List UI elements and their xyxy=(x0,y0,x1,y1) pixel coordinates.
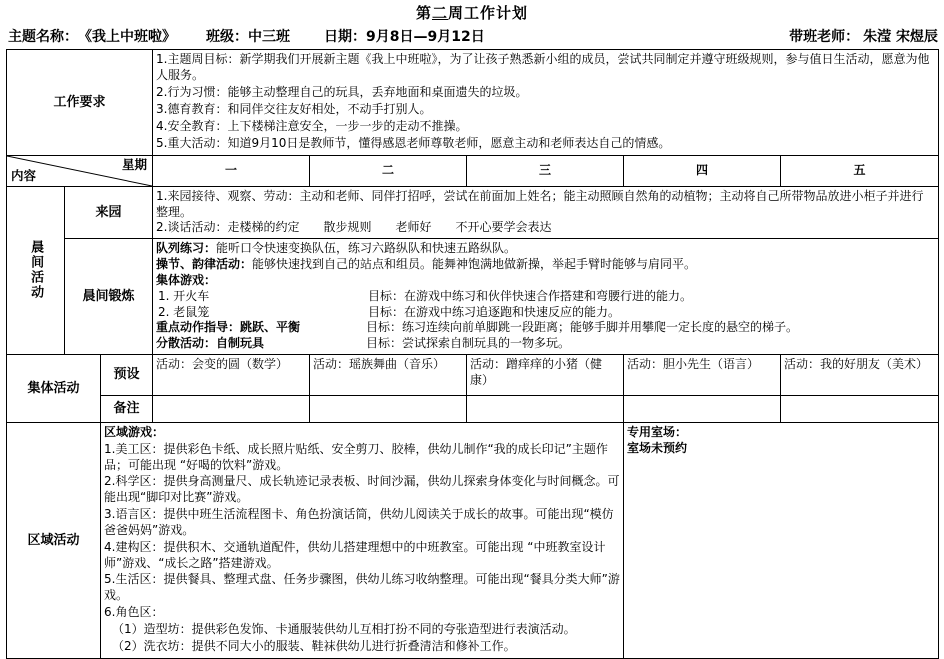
work-requirement-content xyxy=(153,50,939,156)
arrival-item: 2.谈话活动：走楼梯的约定 散步规则 老师好 不开心要学会表达 xyxy=(156,220,552,235)
zone-item: 5.生活区：提供餐具、整理式盘、任务步骤图，供幼儿练习收纳整理。可能出现“餐具分类大师”游戏。 xyxy=(104,572,620,603)
work-req-item: 5.重大活动：知道9月10日是教师节，懂得感恩老师尊敬老师，愿意主动和老师表达自己的情感。 xyxy=(156,135,671,150)
table-row-arrival xyxy=(7,186,939,238)
preset-item-mon: 活动：会变的圆（数学） xyxy=(153,355,310,396)
goal-label: 目标： xyxy=(368,304,405,319)
table-row-morning-exercise xyxy=(7,239,939,355)
group-game-goal xyxy=(368,289,935,305)
work-req-item: 1.主题周目标：新学期我们开展新主题《我上中班啦》，为了让孩子熟悉新小组的成员，尝试共同制定并遵守班级规则，参与值日生活动，愿意为他人服务。 xyxy=(156,52,930,82)
remark-item-mon xyxy=(153,396,310,423)
goal-label: 目标： xyxy=(366,336,403,351)
work-requirement-label: 工作要求 xyxy=(7,50,153,156)
group-games-title: 集体游戏： xyxy=(156,272,217,287)
special-venue-cell xyxy=(624,423,939,659)
table-row-collective-preset xyxy=(7,355,939,396)
remark-item-wed xyxy=(467,396,624,423)
plan-table xyxy=(6,49,939,659)
title-prefix: 第 xyxy=(415,4,432,22)
work-req-item: 4.安全教育：上下楼梯注意安全，一步一步的走动不推操。 xyxy=(156,118,468,133)
exercise-line-title: 队列练习： xyxy=(156,241,217,256)
key-action-name: 重点动作指导：跳跃、平衡 xyxy=(156,320,301,335)
exercise-line xyxy=(156,257,935,273)
title-suffix: 周工作计划 xyxy=(448,4,529,22)
morning-activity-label-text: 晨间活动 xyxy=(28,240,44,301)
teacher-label: 带班老师： xyxy=(789,29,860,45)
preset-label: 预设 xyxy=(101,355,153,396)
theme-label: 主题名称： xyxy=(8,29,78,45)
teacher-value: 朱滢 宋煜辰 xyxy=(863,29,938,45)
date-value: 9月8日—9月12日 xyxy=(366,29,485,45)
weekday-thu: 四 xyxy=(624,155,781,186)
zone-title: 区域游戏： xyxy=(104,425,165,439)
content-header-label: 内容 xyxy=(11,168,37,184)
arrival-content xyxy=(153,186,939,238)
free-activity-name: 分散活动：自制玩具 xyxy=(156,336,265,351)
exercise-line-text: 能够快速找到自己的站点和组员。能舞神饱满地做新操，举起手臂时能够与肩同平。 xyxy=(252,257,697,272)
exercise-line xyxy=(156,241,935,257)
free-activity-goal xyxy=(366,336,935,352)
key-action-row xyxy=(156,320,935,336)
exercise-line-title: 操节、韵律活动： xyxy=(156,257,253,272)
morning-exercise-label: 晨间锻炼 xyxy=(65,239,153,355)
arrival-item: 1.来园接待、观察、劳动：主动和老师、同伴打招呼，尝试在前面加上姓名；能主动照顾自然角的动植物；主动将自己所带物品放进小柜子并进行整理。 xyxy=(156,188,924,219)
class-label: 班级： xyxy=(206,29,248,45)
zone-activity-label-text: 区域活动 xyxy=(27,532,80,548)
zone-item: 1.美工区：提供彩色卡纸、成长照片贴纸、安全剪刀、胶棒，供幼儿制作“我的成长印记”主题作品；可能出现 “好喝的饮料”游戏。 xyxy=(104,441,608,472)
remark-item-thu xyxy=(624,396,781,423)
content-weekday-diagonal-cell xyxy=(7,155,153,186)
group-game-name: 1. 开火车 xyxy=(158,288,210,303)
preset-item-tue: 活动：瑶族舞曲（音乐） xyxy=(310,355,467,396)
week-number: 二 xyxy=(431,4,448,22)
zone-item: 3.语言区：提供中班生活流程图卡、角色扮演话筒，供幼儿阅读关于成长的故事。可能出现“模仿爸爸妈妈”游戏。 xyxy=(104,507,614,537)
remark-item-tue xyxy=(310,396,467,423)
remark-label: 备注 xyxy=(101,396,153,423)
weekday-fri: 五 xyxy=(781,155,939,186)
special-venue-title: 专用室场： xyxy=(627,425,688,439)
table-row-zone-activity xyxy=(7,423,939,659)
weekday-wed: 三 xyxy=(467,155,624,186)
table-row-collective-remark xyxy=(7,396,939,423)
group-game-row xyxy=(156,305,935,321)
goal-text: 在游戏中练习追逐跑和快速反应的能力。 xyxy=(404,304,621,319)
zone-item: 4.建构区：提供积木、交通轨道配件，供幼儿搭建理想中的中班教室。可能出现 “中班教室设计师”游戏、“成长之路”搭建游戏。 xyxy=(104,539,606,570)
goal-text: 尝试探索自制玩具的一物多玩。 xyxy=(402,336,571,351)
work-req-item: 3.德育教育：和同伴交往友好相处，不动手打别人。 xyxy=(156,101,432,116)
goal-label: 目标： xyxy=(368,288,405,303)
free-activity-row xyxy=(156,336,935,352)
morning-activity-vertical-label xyxy=(7,186,65,354)
meta-row xyxy=(6,24,938,46)
table-row-work-requirements xyxy=(7,50,939,156)
work-req-item: 2.行为习惯：能够主动整理自己的玩具，丢弃地面和桌面遗失的垃圾。 xyxy=(156,84,528,99)
page-title xyxy=(6,4,938,24)
group-game-goal xyxy=(368,305,935,321)
goal-text: 在游戏中练习和伙伴快速合作搭建和弯腰行进的能力。 xyxy=(404,288,693,303)
morning-exercise-content xyxy=(153,239,939,355)
role-sub-item: （2）洗衣坊：提供不同大小的服装、鞋袜供幼儿进行折叠清洁和修补工作。 xyxy=(112,638,516,653)
weekday-mon: 一 xyxy=(153,155,310,186)
group-game-row xyxy=(156,289,935,305)
preset-item-thu: 活动：胆小先生（语言） xyxy=(624,355,781,396)
group-game-name: 2. 老鼠笼 xyxy=(158,304,210,319)
special-venue-text: 室场未预约 xyxy=(627,440,688,455)
remark-item-fri xyxy=(781,396,939,423)
preset-item-fri: 活动：我的好朋友（美术） xyxy=(781,355,939,396)
collective-activity-label: 集体活动 xyxy=(7,355,101,423)
arrival-label: 来园 xyxy=(65,186,153,238)
role-sub-item: （1）造型坊：提供彩色发饰、卡通服装供幼儿互相打扮不同的夸张造型进行表演活动。 xyxy=(112,621,576,636)
weekday-tue: 二 xyxy=(310,155,467,186)
preset-item-wed: 活动：蹭痒痒的小猪（健康） xyxy=(467,355,624,396)
theme-value: 《我上中班啦》 xyxy=(78,29,176,45)
table-row-weekday-header xyxy=(7,155,939,186)
zone-item: 6.角色区： xyxy=(104,605,164,620)
goal-text: 练习连续向前单脚跳一段距离；能够手脚并用攀爬一定长度的悬空的梯子。 xyxy=(402,320,799,335)
zone-item: 2.科学区：提供身高测量尺、成长轨迹记录表板、时间沙漏，供幼儿探索身体变化与时间概念。可能出现“脚印对比赛”游戏。 xyxy=(104,474,620,505)
goal-label: 目标： xyxy=(366,320,403,335)
exercise-line-text: 能听口令快速变换队伍，练习六路纵队和快速五路纵队。 xyxy=(216,241,517,256)
weekday-header-label: 星期 xyxy=(121,156,147,172)
class-value: 中三班 xyxy=(248,29,290,45)
date-label: 日期： xyxy=(324,29,366,45)
zone-activity-content xyxy=(101,423,624,659)
key-action-goal xyxy=(366,320,935,336)
zone-activity-label xyxy=(7,423,101,659)
